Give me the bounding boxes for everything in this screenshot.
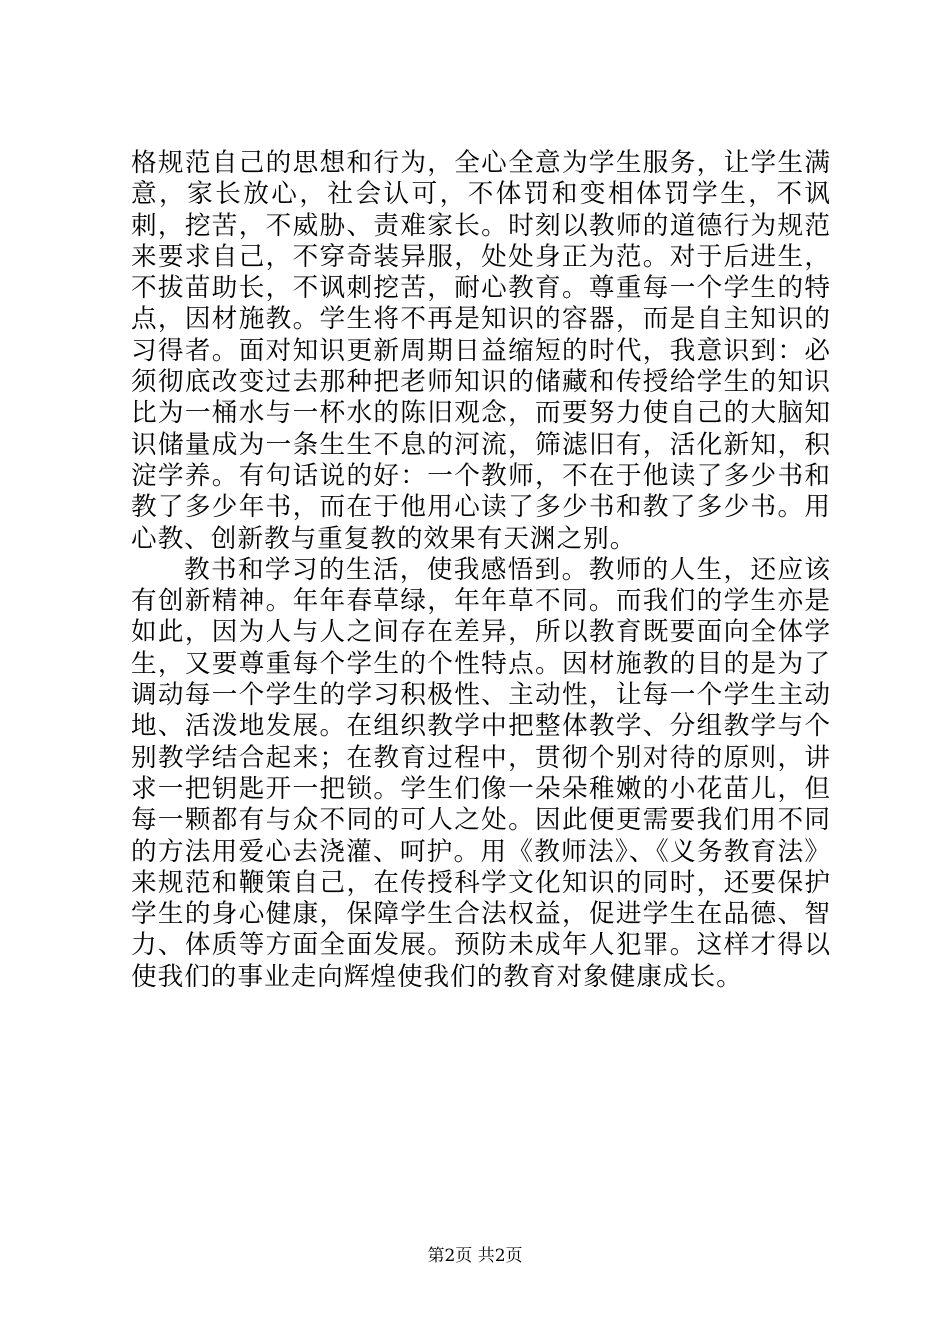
document-body <box>131 148 831 993</box>
page-footer <box>0 1245 950 1267</box>
paragraph-second: 教书和学习的生活，使我感悟到。教师的人生，还应该有创新精神。年年春草绿，年年草不同。而我们的学生亦是如此，因为人与人之间存在差异，所以教育既要面向全体学生，又要尊重每个学生的个性特点。因材施教的目的是为了调动每一个学生的学习积极性、主动性，让每一个学生主动地、活泼地发展。在组织教学中把整体教学、分组教学与个别教学结合起来；在教育过程中，贯彻个别对待的原则，讲求一把钥匙开一把锁。学生们像一朵朵稚嫩的小花苗儿，但每一颗都有与众不同的可人之处。因此便更需要我们用不同的方法用爱心去浇灌、呵护。用《教师法》、《义务教育法》来规范和鞭策自己，在传授科学文化知识的同时，还要保护学生的身心健康，保障学生合法权益，促进学生在品德、智力、体质等方面全面发展。预防未成年人犯罪。这样才得以使我们的事业走向辉煌使我们的教育对象健康成长。 <box>131 554 831 992</box>
paragraph-continued: 格规范自己的思想和行为，全心全意为学生服务，让学生满意，家长放心，社会认可，不体罚和变相体罚学生，不讽刺，挖苦，不威胁、责难家长。时刻以教师的道德行为规范来要求自己，不穿奇装异服，处处身正为范。对于后进生，不拔苗助长，不讽刺挖苦，耐心教育。尊重每一个学生的特点，因材施教。学生将不再是知识的容器，而是自主知识的习得者。面对知识更新周期日益缩短的时代，我意识到：必须彻底改变过去那种把老师知识的储藏和传授给学生的知识比为一桶水与一杯水的陈旧观念，而要努力使自己的大脑知识储量成为一条生生不息的河流，筛滤旧有，活化新知，积淀学养。有句话说的好：一个教师，不在于他读了多少书和教了多少年书，而在于他用心读了多少书和教了多少书。用心教、创新教与重复教的效果有天渊之别。 <box>131 148 831 554</box>
page-number-label: 第2页 共2页 <box>427 1246 523 1266</box>
